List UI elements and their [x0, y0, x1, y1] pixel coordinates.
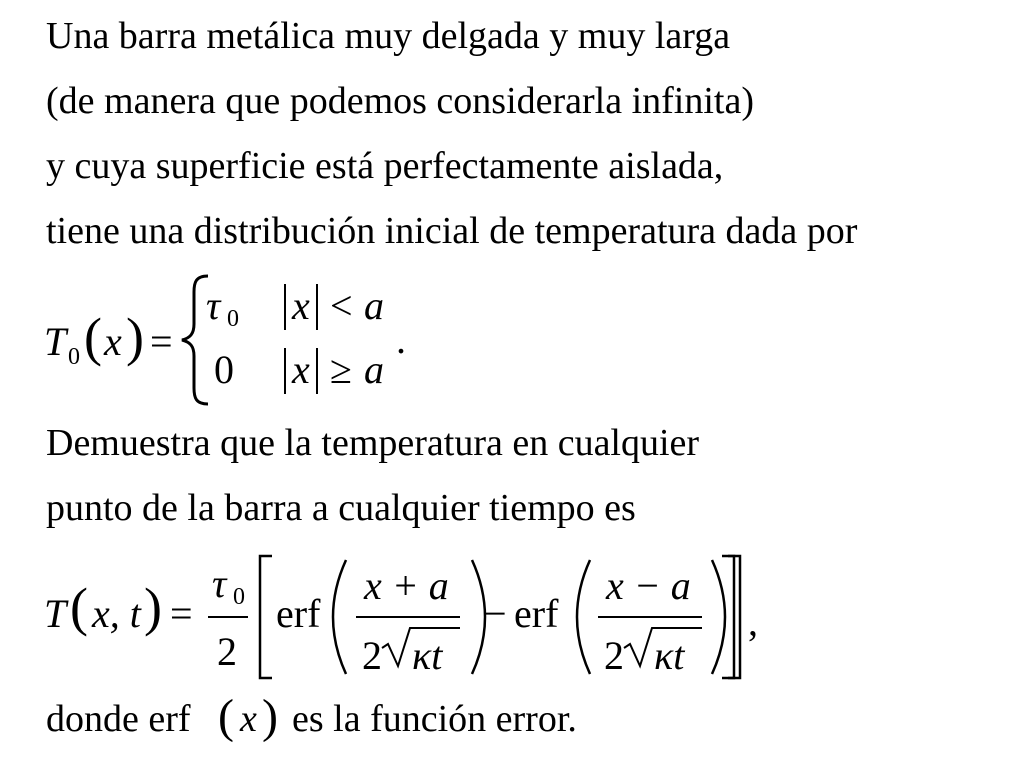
eq1-case2-x: x: [292, 347, 310, 392]
footer-text-start: donde erf: [46, 698, 191, 740]
eq1-case2-op: ≥: [330, 347, 352, 392]
eq2-den-two-1: 2: [362, 633, 382, 678]
eq1-tau: τ: [206, 283, 221, 328]
eq1-case1-a: a: [364, 283, 384, 328]
eq2-coef-den: 2: [217, 629, 237, 674]
text-line-6: punto de la barra a cualquier tiempo es: [46, 487, 636, 529]
eq1-zero: 0: [214, 347, 234, 392]
text-line-1: Una barra metálica muy delgada y muy larga: [46, 15, 731, 57]
eq2-minus: −: [484, 591, 507, 636]
text-line-3: y cuya superficie está perfectamente aislada,: [46, 145, 724, 187]
eq2-coef-tau: τ: [212, 561, 227, 606]
eq2-equals: =: [170, 591, 193, 636]
footer-right-paren: ): [262, 690, 278, 743]
eq1-equals: =: [150, 319, 173, 364]
eq2-right-paren: ): [144, 577, 162, 637]
footer-text-end: es la función error.: [292, 698, 577, 740]
footer-erf-arg: x: [240, 698, 257, 740]
footer-line: [46, 697, 191, 741]
eq2-left-paren: (: [70, 577, 88, 637]
eq2-paren1-left: [333, 560, 346, 674]
eq1-x: x: [104, 319, 122, 364]
eq1-period: .: [396, 317, 406, 362]
footer-left-paren: (: [218, 690, 234, 743]
eq2-comma: ,: [748, 599, 758, 644]
eq2-erf-2: erf: [514, 591, 559, 636]
eq2-T: T: [44, 591, 67, 636]
eq1-left-paren: (: [84, 307, 102, 367]
eq2-erf-1: erf: [276, 591, 321, 636]
eq2-den-two-2: 2: [604, 633, 624, 678]
text-line-5: Demuestra que la temperatura en cualquier: [46, 422, 700, 464]
eq2-den-radicand-1: κt: [412, 633, 443, 678]
eq1-tau-subscript: 0: [227, 306, 239, 332]
eq1-right-paren: ): [126, 307, 144, 367]
eq1-case2-a: a: [364, 347, 384, 392]
eq2-den-radicand-2: κt: [654, 633, 685, 678]
eq2-coef-tau-subscript: 0: [233, 584, 245, 610]
eq2-numerator-1: x + a: [364, 563, 449, 608]
text-line-4: tiene una distribución inicial de temperatura dada por: [46, 210, 858, 252]
eq2-paren2-left: [577, 560, 590, 674]
eq2-args: x, t: [92, 591, 141, 636]
eq2-left-bracket: [260, 556, 272, 678]
eq1-T-subscript: 0: [68, 344, 80, 370]
eq2-paren2-right: [712, 560, 725, 674]
eq1-T: T: [44, 319, 67, 364]
eq1-case1-op: <: [330, 283, 353, 328]
eq2-numerator-2: x − a: [606, 563, 691, 608]
eq1-case1-x: x: [292, 283, 310, 328]
text-line-2: (de manera que podemos considerarla infinita): [46, 80, 754, 122]
